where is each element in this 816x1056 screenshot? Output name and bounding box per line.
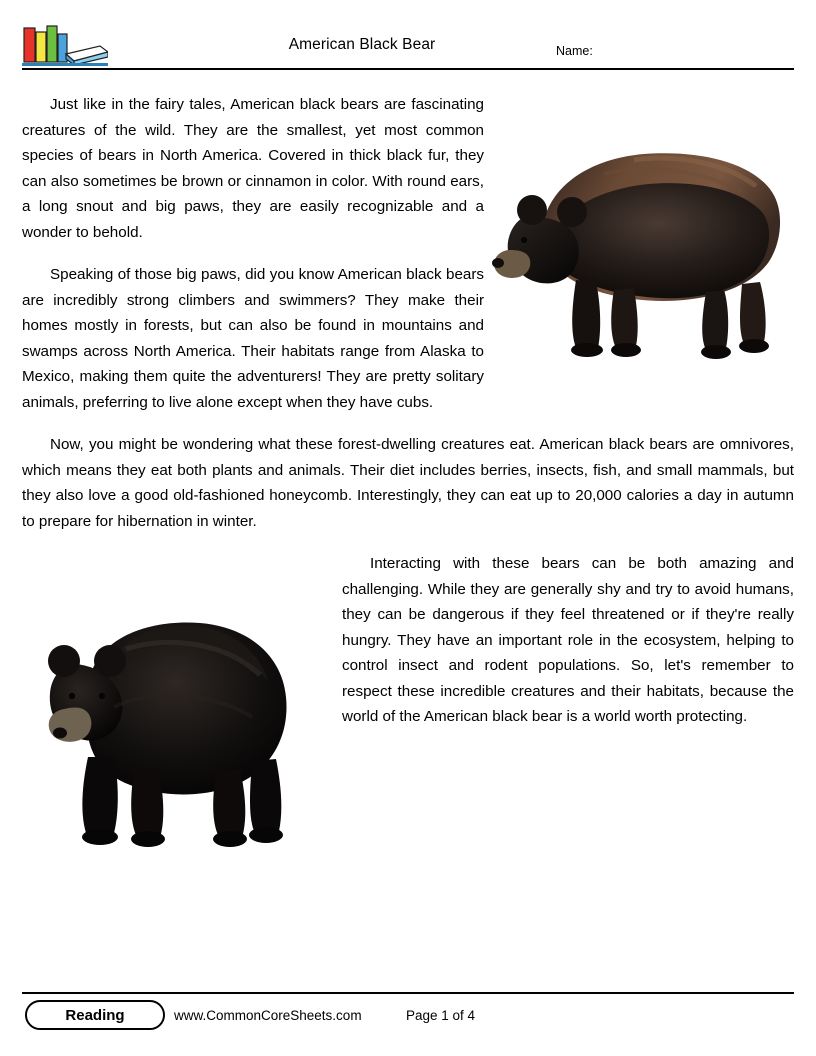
page-number: Page 1 of 4 — [406, 1008, 476, 1023]
paragraph-4: Interacting with these bears can be both amazing and challenging. While they are generally shy and try to avoid humans, they can be dangerous if they feel threatened or if they're really hungry. They have an important role in the ecosystem, helping to control insect and rodent populations. So, let's remember to respect these incredible creatures and their habitats, because the world of the American black bear is a world worth protecting. — [342, 555, 794, 725]
walking-black-bear-image — [484, 100, 794, 368]
footer-divider — [22, 992, 794, 994]
paragraph-1: Just like in the fairy tales, American black bears are fascinating creatures of the wild. They are the smallest, yet most common species of bears in North America. Covered in thick black fur, they can also sometimes be brown or cinnamon in color. With round ears, a long snout and big paws, they are easily recognizable and a wonder to behold. — [22, 96, 484, 241]
header-divider — [22, 68, 794, 70]
standing-black-bear-image — [30, 557, 320, 857]
page-header — [22, 22, 794, 70]
subject-badge: Reading — [25, 1000, 165, 1030]
paragraph-2: Speaking of those big paws, did you know American black bears are incredibly strong climbers and swimmers? They make their homes mostly in forests, but can also be found in mountains and swamps across North America. Their habitats range from Alaska to Mexico, making them quite the adventurers! They are pretty solitary animals, preferring to live alone except when they have cubs. — [22, 266, 484, 411]
page-title: American Black Bear — [288, 36, 436, 53]
article-body — [22, 92, 794, 861]
name-field-label: Name: — [556, 44, 593, 58]
paragraph-3: Now, you might be wondering what these forest-dwelling creatures eat. American black bears are omnivores, which means they eat both plants and animals. Their diet includes berries, insects, fish, and small mammals, but they also love a good old-fashioned honeycomb. Interestingly, they can eat up to 20,000 calories a day in autumn to prepare for hibernation in winter. — [22, 436, 794, 530]
site-url[interactable]: www.CommonCoreSheets.com — [174, 1008, 362, 1023]
books-icon — [22, 24, 108, 70]
